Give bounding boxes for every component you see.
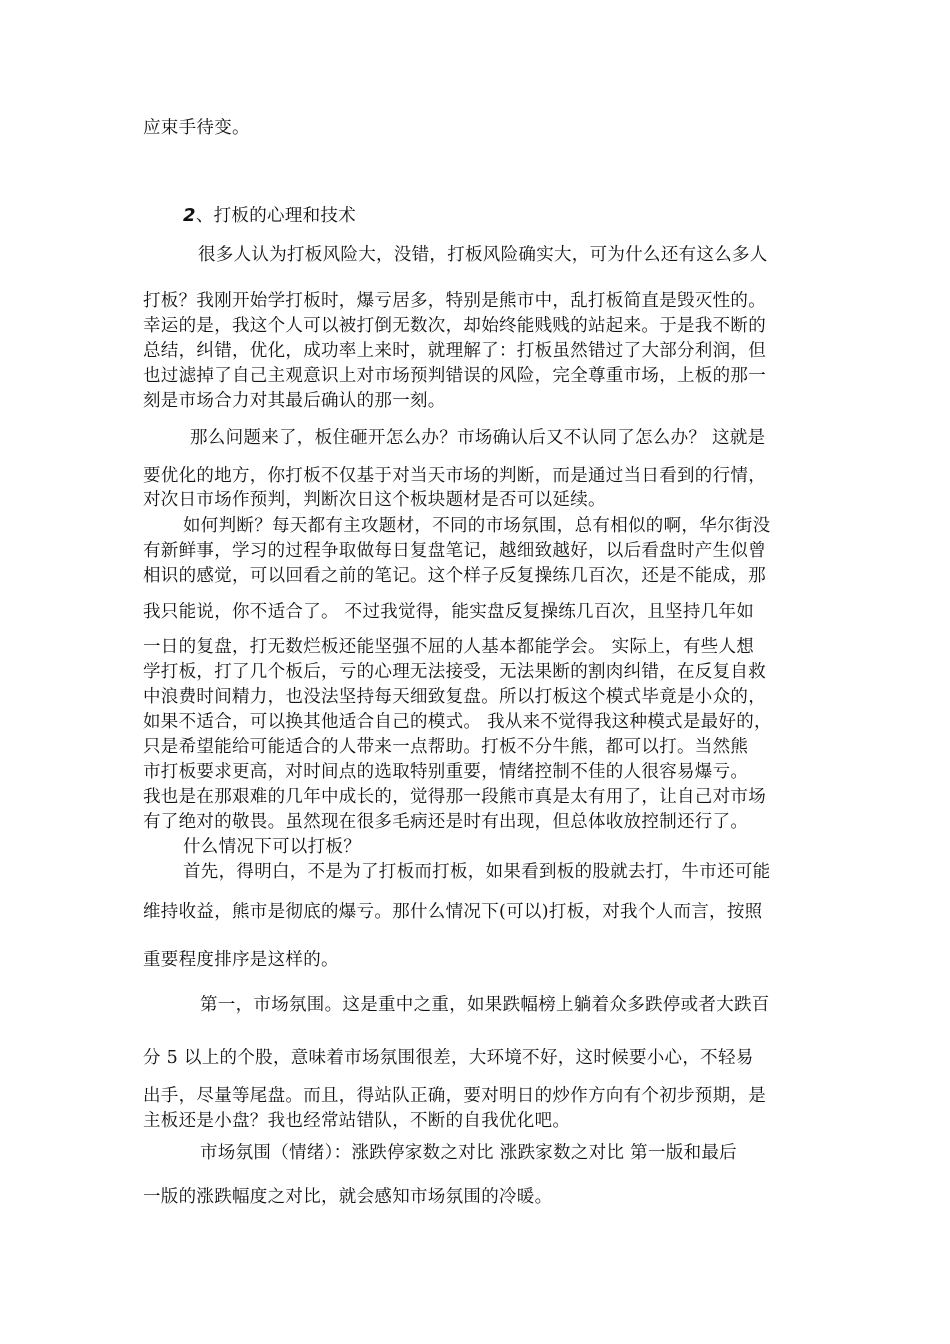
paragraph-line: 刻是市场合力对其最后确认的那一刻。 — [143, 391, 446, 411]
paragraph-line: 打板？我刚开始学打板时，爆亏居多，特别是熊市中，乱打板简直是毁灭性的。 — [143, 291, 766, 311]
paragraph-line: 一日的复盘，打无数烂板还能坚强不屈的人基本都能学会。 实际上，有些人想 — [143, 637, 755, 657]
paragraph-line: 有新鲜事，学习的过程争取做每日复盘笔记，越细致越好，以后看盘时产生似曾 — [143, 541, 766, 561]
paragraph-line: 相识的感觉，可以回看之前的笔记。这个样子反复操练几百次，还是不能成，那 — [143, 566, 766, 586]
paragraph-line: 有了绝对的敬畏。虽然现在很多毛病还是时有出现，但总体收放控制还行了。 — [143, 812, 749, 832]
paragraph-line: 重要程度排序是这样的。 — [143, 950, 339, 970]
paragraph-line: 如果不适合，可以换其他适合自己的模式。 我从来不觉得我这种模式是最好的， — [143, 712, 772, 732]
paragraph-line: 主板还是小盘？我也经常站错队，不断的自我优化吧。 — [143, 1111, 571, 1131]
section-heading — [183, 204, 356, 228]
paragraph-line: 对次日市场作预判，判断次日这个板块题材是否可以延续。 — [143, 490, 606, 510]
section-title: 、打板的心理和技术 — [195, 206, 357, 226]
paragraph-line: 第一，市场氛围。这是重中之重，如果跌幅榜上躺着众多跌停或者大跌百 — [200, 995, 770, 1015]
paragraph-line: 市打板要求更高，对时间点的选取特别重要，情绪控制不佳的人很容易爆亏。 — [143, 762, 749, 782]
paragraph-line: 幸运的是，我这个人可以被打倒无数次，却始终能贱贱的站起来。于是我不断的 — [143, 316, 766, 336]
paragraph-line: 出手，尽量等尾盘。而且，得站队正确，要对明日的炒作方向有个初步预期，是 — [143, 1086, 766, 1106]
paragraph-line: 我只能说，你不适合了。 不过我觉得，能实盘反复操练几百次，且坚持几年如 — [143, 602, 755, 622]
paragraph-line: 只是希望能给可能适合的人带来一点帮助。打板不分牛熊，都可以打。当然熊 — [143, 737, 749, 757]
paragraph-line: 我也是在那艰难的几年中成长的，觉得那一段熊市真是太有用了，让自己对市场 — [143, 787, 766, 807]
paragraph-line: 那么问题来了，板住砸开怎么办？市场确认后又不认同了怎么办？ 这就是 — [190, 428, 766, 448]
section-number: 2 — [183, 205, 196, 226]
paragraph-line: 如何判断？每天都有主攻题材，不同的市场氛围，总有相似的啊，华尔街没 — [183, 516, 771, 536]
paragraph-line: 一版的涨跌幅度之对比，就会感知市场氛围的冷暖。 — [143, 1187, 553, 1207]
paragraph-line: 学打板，打了几个板后，亏的心理无法接受，无法果断的割肉纠错，在反复自救 — [143, 662, 766, 682]
paragraph-line: 维持收益，熊市是彻底的爆亏。那什么情况下(可以)打板，对我个人而言，按照 — [143, 902, 763, 922]
intro-line: 应束手待变。 — [143, 118, 250, 138]
paragraph-line: 首先，得明白，不是为了打板而打板，如果看到板的股就去打，牛市还可能 — [183, 862, 771, 882]
paragraph-line: 中浪费时间精力，也没法坚持每天细致复盘。所以打板这个模式毕竟是小众的， — [143, 687, 766, 707]
paragraph-line: 市场氛围（情绪）：涨跌停家数之对比 涨跌家数之对比 第一版和最后 — [200, 1143, 737, 1163]
paragraph-line: 分 5 以上的个股，意味着市场氛围很差，大环境不好，这时候要小心，不轻易 — [143, 1048, 754, 1068]
question-line: 什么情况下可以打板？ — [183, 837, 361, 857]
paragraph-line: 也过滤掉了自己主观意识上对市场预判错误的风险，完全尊重市场，上板的那一 — [143, 366, 766, 386]
paragraph-line: 总结，纠错，优化，成功率上来时，就理解了：打板虽然错过了大部分利润，但 — [143, 341, 766, 361]
paragraph-line: 很多人认为打板风险大，没错，打板风险确实大，可为什么还有这么多人 — [198, 245, 768, 265]
paragraph-line: 要优化的地方，你打板不仅基于对当天市场的判断，而是通过当日看到的行情， — [143, 466, 766, 486]
